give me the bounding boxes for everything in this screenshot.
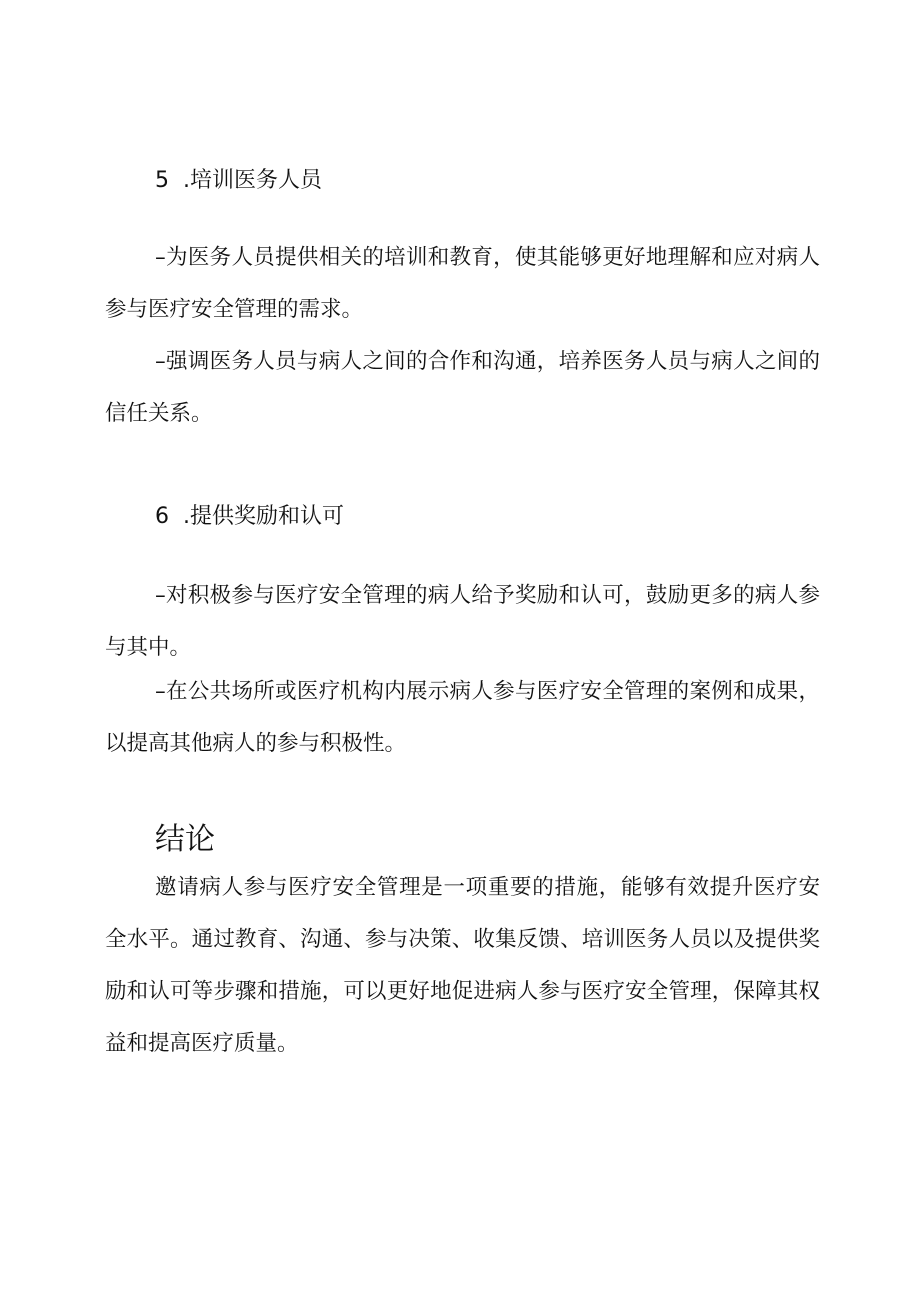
section-5-heading [155, 166, 322, 196]
conclusion-paragraph: 邀请病人参与医疗安全管理是一项重要的措施，能够有效提升医疗安全水平。通过教育、沟通、参与决策、收集反馈、培训医务人员以及提供奖励和认可等步骤和措施，可以更好地促进病人参与医疗安全管理，保障其权益和提高医疗质量。 [105, 875, 820, 1056]
section-6-item-1: –对积极参与医疗安全管理的病人给予奖励和认可，鼓励更多的病人参与其中。 [105, 583, 820, 660]
section-5-item-1: –为医务人员提供相关的培训和教育，使其能够更好地理解和应对病人参与医疗安全管理的需求。 [105, 245, 820, 322]
section-number: 5 [155, 168, 169, 193]
section-number: 6 [155, 504, 169, 529]
conclusion-heading: 结论 [155, 822, 215, 857]
section-5-item-2: –强调医务人员与病人之间的合作和沟通，培养医务人员与病人之间的信任关系。 [105, 349, 820, 426]
section-6-heading [155, 502, 344, 532]
section-6-item-2: –在公共场所或医疗机构内展示病人参与医疗安全管理的案例和成果，以提高其他病人的参与积极性。 [105, 679, 820, 756]
section-title: .提供奖励和认可 [183, 504, 344, 529]
section-title: .培训医务人员 [183, 168, 322, 193]
